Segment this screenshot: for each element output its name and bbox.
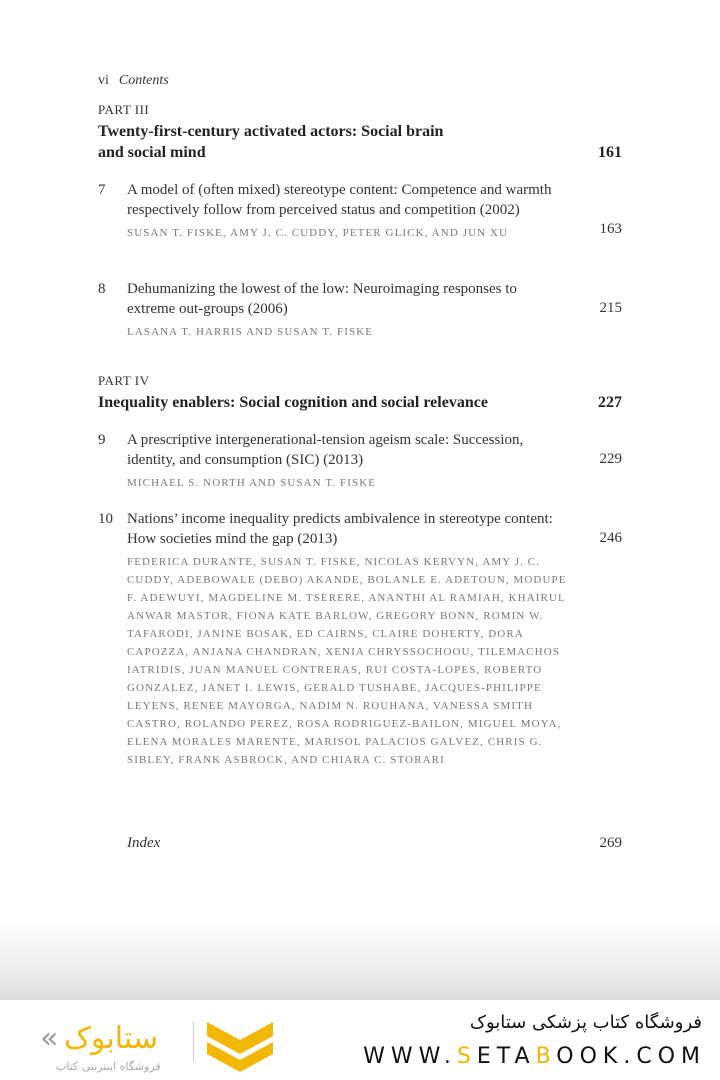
chapter-authors: LASANA T. HARRIS AND SUSAN T. FISKE xyxy=(127,326,374,338)
svg-text:فروشگاه اینترنتی کتاب: فروشگاه اینترنتی کتاب xyxy=(56,1060,161,1073)
chapter-number: 10 xyxy=(98,511,113,527)
setabook-logo xyxy=(36,1014,196,1074)
chapter-title: A model of (often mixed) stereotype content: Competence and warmth respectively follow from perceived status and competition (2002) xyxy=(127,182,552,218)
part-page: 227 xyxy=(598,394,622,411)
svg-text:ستابوک: ستابوک xyxy=(64,1021,159,1056)
page-number: vi xyxy=(98,73,109,88)
index-page: 269 xyxy=(599,835,622,851)
running-title: Contents xyxy=(118,73,169,88)
chapter-title: A prescriptive intergenerational-tension ageism scale: Succession, identity, and consumption (SIC) (2013) xyxy=(127,432,524,468)
chapter-page: 215 xyxy=(599,300,622,316)
part-heading xyxy=(98,392,622,413)
toc-entry[interactable] xyxy=(98,510,622,769)
chapter-title: Nations’ income inequality predicts ambivalence in stereotype content: How societies mind the gap (2013) xyxy=(127,511,553,547)
part-heading xyxy=(98,121,622,163)
chapter-authors: SUSAN T. FISKE, AMY J. C. CUDDY, PETER GLICK, AND JUN XU xyxy=(127,227,509,239)
chapter-page: 246 xyxy=(599,530,622,546)
chapter-number: 8 xyxy=(98,281,106,297)
watermark-footer xyxy=(0,1000,720,1080)
chapter-number: 7 xyxy=(98,182,106,198)
chapter-authors: MICHAEL S. NORTH AND SUSAN T. FISKE xyxy=(127,477,377,489)
toc-entry[interactable] xyxy=(98,181,622,242)
index-label: Index xyxy=(127,835,161,851)
part-page: 161 xyxy=(598,144,622,161)
part-label: PART III xyxy=(98,102,150,117)
toc-entry-index[interactable] xyxy=(98,834,622,854)
chevron-logo-icon xyxy=(205,1018,275,1072)
chapter-page: 229 xyxy=(599,451,622,467)
divider xyxy=(193,1022,194,1062)
svg-text:«: « xyxy=(40,1021,59,1056)
chapter-title: Dehumanizing the lowest of the low: Neuroimaging responses to extreme out-groups (2006) xyxy=(127,281,517,317)
toc-entry[interactable] xyxy=(98,431,622,492)
chapter-authors: FEDERICA DURANTE, SUSAN T. FISKE, NICOLAS KERVYN, AMY J. C. CUDDY, ADEBOWALE (DEBO) AKANDE, BOLANLE E. ADETOUN, MODUPE F. ADEWUYI, MAGDELINE M. TSERERE, ANANTHI AL RAMIAH, KHAIRUL ANWAR MASTOR, FIONA KATE BARLOW, GREGORY BONN, ROMIN W. TAFARODI, JANINE BOSAK, ED CAIRNS, CLAIRE DOHERTY, DORA CAPOZZA, ANJANA CHANDRAN, XENIA CHRYSSOCHOOU, TILEMACHOS IATRIDIS, JUAN MANUEL CONTRERAS, RUI COSTA-LOPES, ROBERTO GONZALEZ, JANET I. LEWIS, GERALD TUSHABE, JACQUES-PHILIPPE LEYENS, RENEE MAYORGA, NADIM N. ROUHANA, VANESSA SMITH CASTRO, ROLANDO PEREZ, ROSA RODRIGUEZ-BAILON, MIGUEL MOYA, ELENA MORALES MARENTE, MARISOL PALACIOS GALVEZ, CHRIS G. SIBLEY, FRANK ASBROCK, AND CHIARA C. STORARI xyxy=(127,556,567,766)
toc-entry[interactable] xyxy=(98,280,622,341)
store-name: فروشگاه کتاب پزشکی ستابوک xyxy=(469,1012,702,1033)
chapter-page: 163 xyxy=(599,221,622,237)
store-url: WWW.SETABOOK.COM xyxy=(363,1044,706,1069)
part-heading-line: Twenty-first-century activated actors: Social brain xyxy=(98,123,444,140)
part-heading-line: and social mind xyxy=(98,144,206,161)
part-heading-line: Inequality enablers: Social cognition and social relevance xyxy=(98,394,488,411)
part-label: PART IV xyxy=(98,373,150,388)
running-head xyxy=(98,73,169,89)
chapter-number: 9 xyxy=(98,432,106,448)
